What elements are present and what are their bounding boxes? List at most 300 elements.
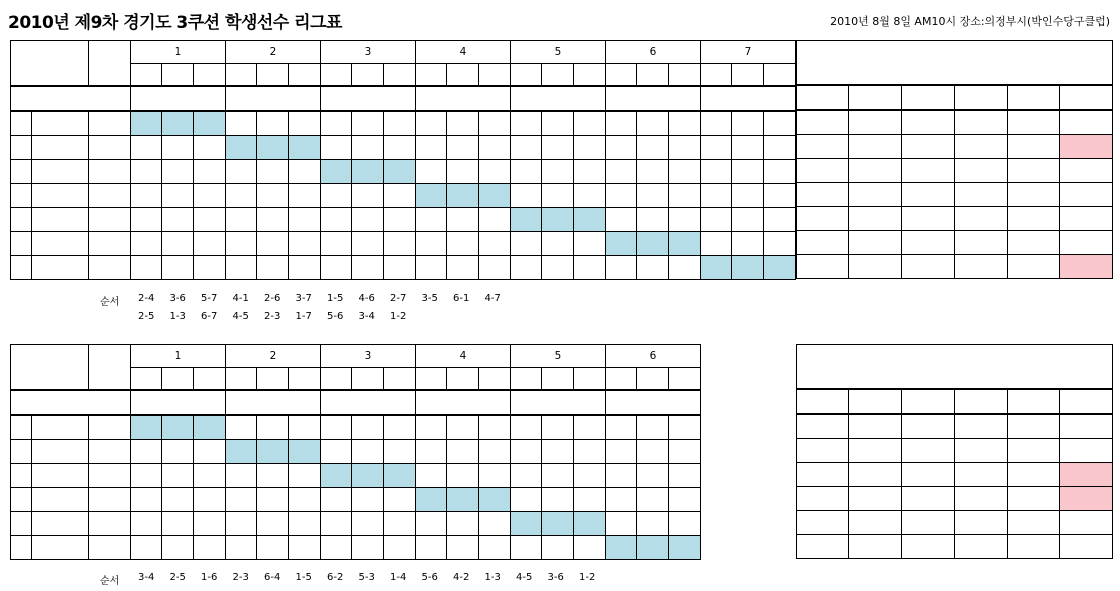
score-header	[447, 368, 479, 391]
match-inning	[194, 464, 226, 488]
match-score	[542, 464, 574, 488]
match-inning	[669, 111, 701, 136]
summary-cell	[849, 487, 902, 511]
self-match-cell	[574, 512, 606, 536]
summary-cell	[902, 414, 955, 439]
summary-cell	[902, 511, 955, 535]
match-inning	[574, 232, 606, 256]
self-match-cell	[447, 488, 479, 512]
order-pair: 2-4	[138, 293, 155, 304]
match-hr	[131, 160, 162, 184]
match-hr	[511, 232, 542, 256]
match-hr	[511, 256, 542, 280]
match-hr	[701, 160, 732, 184]
player-handi	[89, 136, 131, 160]
row-code	[11, 208, 32, 232]
opponent-name	[226, 86, 321, 111]
summary-cell	[955, 135, 1008, 159]
order-pair: 3-4	[358, 311, 375, 322]
match-hr	[226, 256, 257, 280]
summary-cell	[1060, 463, 1113, 487]
match-hr	[226, 512, 257, 536]
match-inning	[479, 136, 511, 160]
inning-header	[669, 368, 701, 391]
match-inning	[384, 256, 416, 280]
row-code	[11, 464, 32, 488]
match-inning	[194, 536, 226, 560]
summary-header	[902, 389, 955, 414]
match-hr	[226, 488, 257, 512]
match-score	[447, 256, 479, 280]
summary-cell	[1060, 511, 1113, 535]
match-score	[162, 488, 194, 512]
opponent-number: 4	[416, 345, 511, 368]
summary-cell	[1060, 535, 1113, 559]
match-hr	[416, 440, 447, 464]
player-handi	[89, 160, 131, 184]
match-score	[732, 232, 764, 256]
match-hr	[321, 512, 352, 536]
match-score	[447, 232, 479, 256]
self-match-cell	[194, 111, 226, 136]
opponent-number: 7	[701, 41, 796, 64]
summary-title	[797, 345, 1113, 390]
score-header	[352, 64, 384, 87]
summary-cell	[849, 110, 902, 135]
opponent-name	[131, 86, 226, 111]
summary-cell	[955, 231, 1008, 255]
summary-header	[955, 389, 1008, 414]
player-handi	[89, 256, 131, 280]
opponent-number: 3	[321, 41, 416, 64]
player-name	[32, 440, 89, 464]
match-hr	[226, 536, 257, 560]
match-inning	[669, 512, 701, 536]
opponent-name	[321, 390, 416, 415]
match-hr	[606, 464, 637, 488]
player-name-header	[11, 390, 131, 415]
score-header	[447, 64, 479, 87]
inning-header	[479, 64, 511, 87]
match-inning	[384, 111, 416, 136]
match-hr	[131, 184, 162, 208]
summary-cell	[797, 439, 849, 463]
match-score	[352, 208, 384, 232]
self-match-cell	[479, 184, 511, 208]
order-pair: 3-5	[421, 293, 438, 304]
self-match-cell	[511, 512, 542, 536]
match-hr	[321, 184, 352, 208]
self-match-cell	[479, 488, 511, 512]
summary-cell	[849, 159, 902, 183]
self-match-cell	[131, 111, 162, 136]
match-hr	[606, 136, 637, 160]
match-inning	[479, 208, 511, 232]
player-name	[32, 136, 89, 160]
match-inning	[669, 160, 701, 184]
player-name	[32, 184, 89, 208]
self-match-cell	[321, 464, 352, 488]
summary-cell	[797, 183, 849, 207]
match-score	[257, 536, 289, 560]
inning-header	[384, 368, 416, 391]
summary-cell	[1008, 135, 1060, 159]
match-inning	[574, 536, 606, 560]
match-inning	[479, 160, 511, 184]
match-score	[542, 256, 574, 280]
hr-header	[321, 64, 352, 87]
match-inning	[479, 415, 511, 440]
match-score	[352, 111, 384, 136]
match-hr	[416, 111, 447, 136]
summary-cell	[849, 135, 902, 159]
summary-cell	[955, 535, 1008, 559]
score-header	[637, 64, 669, 87]
match-score	[542, 136, 574, 160]
row-code	[11, 536, 32, 560]
order-pair: 4-7	[484, 293, 501, 304]
self-match-cell	[384, 464, 416, 488]
match-score	[542, 536, 574, 560]
match-score	[257, 208, 289, 232]
match-hr	[606, 208, 637, 232]
match-hr	[131, 488, 162, 512]
opponent-name	[416, 86, 511, 111]
match-score	[257, 184, 289, 208]
match-inning	[764, 136, 796, 160]
match-score	[352, 536, 384, 560]
match-inning	[289, 232, 321, 256]
match-inning	[764, 184, 796, 208]
match-hr	[416, 464, 447, 488]
match-hr	[416, 256, 447, 280]
opponent-number: 2	[226, 41, 321, 64]
match-inning	[574, 160, 606, 184]
summary-cell	[849, 231, 902, 255]
match-inning	[289, 488, 321, 512]
order-pair: 1-5	[295, 572, 312, 583]
match-score	[542, 160, 574, 184]
summary-cell	[797, 511, 849, 535]
summary-header	[849, 85, 902, 110]
match-hr	[321, 232, 352, 256]
match-score	[352, 136, 384, 160]
match-inning	[479, 440, 511, 464]
match-hr	[131, 440, 162, 464]
self-match-cell	[384, 160, 416, 184]
match-hr	[226, 232, 257, 256]
player-handi	[89, 464, 131, 488]
match-inning	[764, 160, 796, 184]
match-score	[542, 232, 574, 256]
match-hr	[606, 415, 637, 440]
match-inning	[289, 415, 321, 440]
summary-cell	[1008, 463, 1060, 487]
summary-cell	[955, 487, 1008, 511]
match-score	[257, 512, 289, 536]
match-score	[162, 256, 194, 280]
summary-cell	[902, 207, 955, 231]
summary-cell	[849, 535, 902, 559]
match-score	[447, 136, 479, 160]
summary-cell	[1008, 535, 1060, 559]
match-hr	[511, 136, 542, 160]
match-inning	[574, 464, 606, 488]
match-inning	[574, 136, 606, 160]
match-inning	[194, 256, 226, 280]
summary-cell	[902, 110, 955, 135]
match-hr	[131, 464, 162, 488]
match-inning	[479, 464, 511, 488]
order-pair: 1-3	[484, 572, 501, 583]
player-name	[32, 512, 89, 536]
self-match-cell	[669, 536, 701, 560]
match-score	[257, 232, 289, 256]
self-match-cell	[447, 184, 479, 208]
match-hr	[701, 208, 732, 232]
score-header	[542, 368, 574, 391]
row-code	[11, 111, 32, 136]
self-match-cell	[162, 111, 194, 136]
summary-header	[902, 85, 955, 110]
order-pair: 6-2	[327, 572, 344, 583]
match-hr	[416, 536, 447, 560]
match-score	[352, 440, 384, 464]
group-a-summary-table	[796, 40, 1113, 279]
order-pair: 6-4	[264, 572, 281, 583]
summary-cell	[1008, 487, 1060, 511]
match-score	[637, 136, 669, 160]
row-code	[11, 184, 32, 208]
group-name	[11, 41, 89, 87]
match-score	[162, 208, 194, 232]
summary-cell	[1008, 414, 1060, 439]
opponent-number: 2	[226, 345, 321, 368]
score-header	[257, 64, 289, 87]
match-score	[447, 111, 479, 136]
match-hr	[226, 111, 257, 136]
opponent-name	[511, 390, 606, 415]
opponent-name	[511, 86, 606, 111]
match-hr	[416, 208, 447, 232]
match-inning	[289, 111, 321, 136]
hr-header	[131, 64, 162, 87]
match-score	[257, 160, 289, 184]
match-inning	[764, 232, 796, 256]
summary-cell	[1008, 511, 1060, 535]
self-match-cell	[511, 208, 542, 232]
match-hr	[511, 440, 542, 464]
match-inning	[289, 256, 321, 280]
inning-header	[289, 64, 321, 87]
summary-cell	[955, 463, 1008, 487]
handi-header	[89, 345, 131, 391]
summary-cell	[797, 487, 849, 511]
match-score	[637, 440, 669, 464]
summary-cell	[849, 207, 902, 231]
summary-cell	[849, 414, 902, 439]
match-inning	[384, 136, 416, 160]
player-handi	[89, 111, 131, 136]
summary-cell	[797, 255, 849, 279]
match-inning	[574, 256, 606, 280]
self-match-cell	[194, 415, 226, 440]
summary-cell	[1060, 487, 1113, 511]
self-match-cell	[606, 536, 637, 560]
match-hr	[416, 415, 447, 440]
hr-header	[321, 368, 352, 391]
summary-cell	[1060, 255, 1113, 279]
inning-header	[194, 64, 226, 87]
match-score	[447, 440, 479, 464]
row-code	[11, 440, 32, 464]
summary-cell	[797, 110, 849, 135]
score-header	[732, 64, 764, 87]
match-score	[732, 184, 764, 208]
match-hr	[321, 440, 352, 464]
summary-cell	[902, 159, 955, 183]
match-score	[162, 512, 194, 536]
match-hr	[131, 136, 162, 160]
hr-header	[416, 64, 447, 87]
summary-cell	[955, 207, 1008, 231]
row-code	[11, 232, 32, 256]
match-hr	[416, 160, 447, 184]
self-match-cell	[606, 232, 637, 256]
match-inning	[289, 184, 321, 208]
match-hr	[606, 160, 637, 184]
opponent-name	[226, 390, 321, 415]
match-hr	[511, 111, 542, 136]
match-score	[352, 256, 384, 280]
summary-cell	[902, 255, 955, 279]
match-hr	[701, 111, 732, 136]
opponent-name	[606, 390, 701, 415]
score-header	[352, 368, 384, 391]
summary-cell	[1060, 207, 1113, 231]
match-hr	[321, 256, 352, 280]
hr-header	[131, 368, 162, 391]
hr-header	[511, 64, 542, 87]
inning-header	[574, 368, 606, 391]
summary-cell	[902, 183, 955, 207]
self-match-cell	[574, 208, 606, 232]
player-name	[32, 208, 89, 232]
opponent-name	[131, 390, 226, 415]
player-name	[32, 488, 89, 512]
order-pair: 2-3	[232, 572, 249, 583]
row-code	[11, 415, 32, 440]
match-hr	[131, 536, 162, 560]
match-inning	[289, 464, 321, 488]
match-inning	[194, 488, 226, 512]
match-score	[542, 488, 574, 512]
group-a-order	[0, 293, 800, 329]
self-match-cell	[542, 512, 574, 536]
player-name	[32, 464, 89, 488]
match-score	[542, 440, 574, 464]
match-hr	[701, 136, 732, 160]
summary-cell	[902, 231, 955, 255]
match-inning	[574, 111, 606, 136]
hr-header	[511, 368, 542, 391]
opponent-name	[606, 86, 701, 111]
match-hr	[131, 232, 162, 256]
order-pair: 5-3	[358, 572, 375, 583]
match-inning	[669, 488, 701, 512]
self-match-cell	[732, 256, 764, 280]
self-match-cell	[352, 160, 384, 184]
match-inning	[669, 464, 701, 488]
match-hr	[606, 111, 637, 136]
opponent-number: 1	[131, 345, 226, 368]
match-score	[257, 111, 289, 136]
hr-header	[606, 368, 637, 391]
match-hr	[511, 184, 542, 208]
summary-cell	[849, 183, 902, 207]
summary-header	[1060, 85, 1113, 110]
match-hr	[511, 464, 542, 488]
order-pair: 1-2	[579, 572, 596, 583]
summary-header	[1008, 85, 1060, 110]
match-inning	[669, 256, 701, 280]
summary-cell	[849, 439, 902, 463]
order-pair: 1-7	[295, 311, 312, 322]
summary-cell	[849, 511, 902, 535]
self-match-cell	[637, 232, 669, 256]
match-inning	[194, 160, 226, 184]
order-pair: 5-6	[327, 311, 344, 322]
summary-cell	[1060, 439, 1113, 463]
match-hr	[131, 256, 162, 280]
match-score	[162, 440, 194, 464]
opponent-number: 5	[511, 41, 606, 64]
match-inning	[194, 232, 226, 256]
summary-cell	[1060, 414, 1113, 439]
match-inning	[384, 232, 416, 256]
match-score	[637, 184, 669, 208]
summary-cell	[902, 439, 955, 463]
match-inning	[194, 512, 226, 536]
order-pair: 6-7	[201, 311, 218, 322]
match-score	[162, 536, 194, 560]
match-hr	[701, 232, 732, 256]
match-score	[257, 256, 289, 280]
summary-header	[797, 85, 849, 110]
self-match-cell	[131, 415, 162, 440]
summary-cell	[902, 535, 955, 559]
group-b-league-table	[10, 344, 701, 560]
order-pair: 1-2	[390, 311, 407, 322]
score-header	[162, 64, 194, 87]
match-inning	[194, 136, 226, 160]
match-hr	[321, 415, 352, 440]
match-inning	[384, 440, 416, 464]
player-name	[32, 111, 89, 136]
order-pair: 4-2	[453, 572, 470, 583]
match-score	[447, 512, 479, 536]
inning-header	[669, 64, 701, 87]
summary-cell	[1060, 183, 1113, 207]
match-inning	[194, 208, 226, 232]
player-name	[32, 232, 89, 256]
player-handi	[89, 440, 131, 464]
match-inning	[479, 512, 511, 536]
match-inning	[669, 440, 701, 464]
summary-cell	[1008, 231, 1060, 255]
row-code	[11, 136, 32, 160]
match-inning	[669, 184, 701, 208]
